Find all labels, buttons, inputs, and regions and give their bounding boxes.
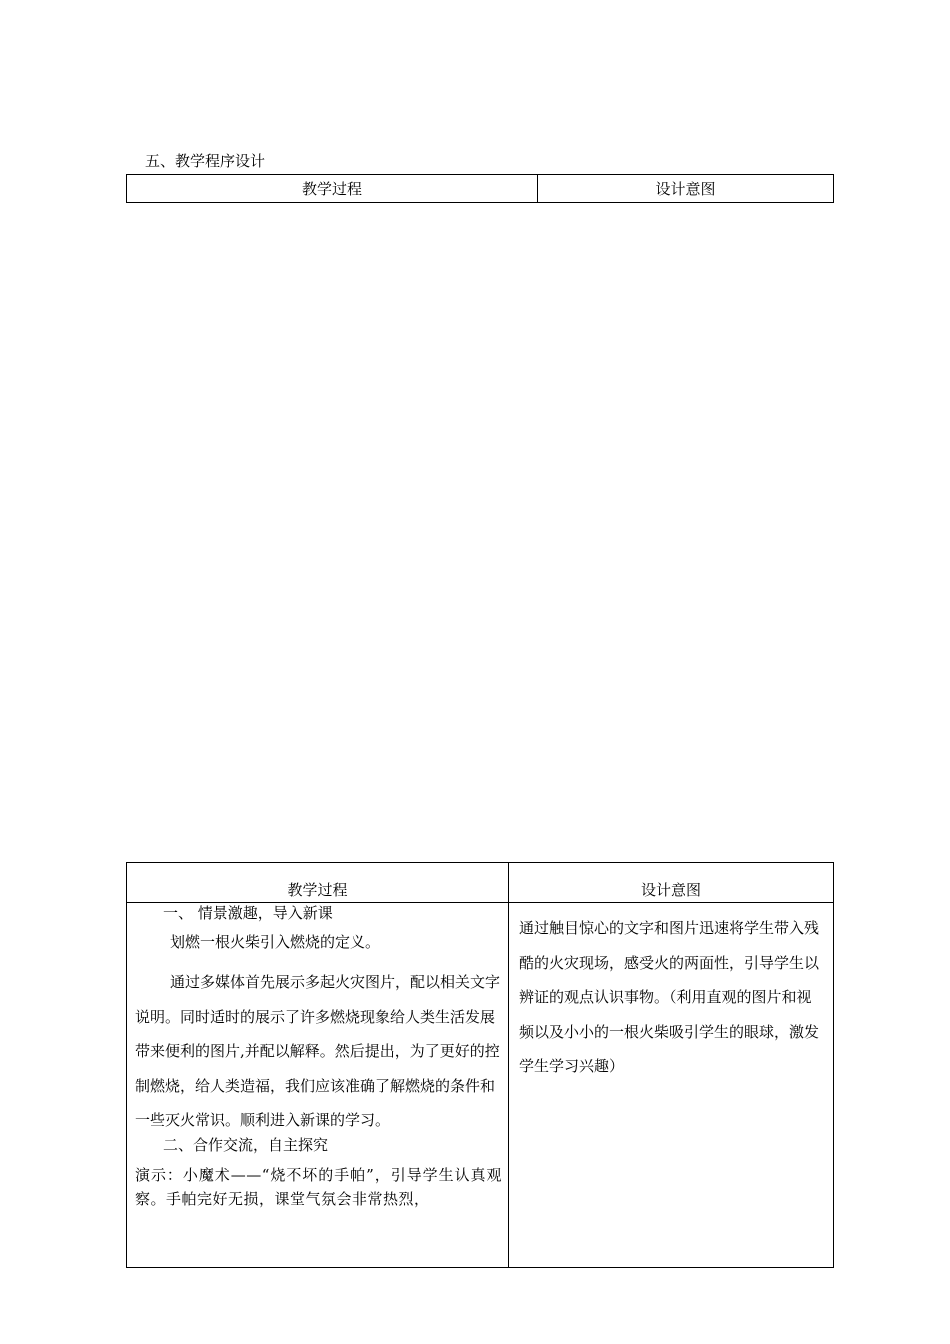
column-header-intent: 设计意图: [538, 175, 834, 203]
process-cell: [127, 903, 509, 1268]
step-body: 通过多媒体首先展示多起火灾图片，配以相关文字说明。同时适时的展示了许多燃烧现象给人类生活发展带来便利的图片,并配以解释。然后提出，为了更好的控制燃烧，给人类造福，我们应该准确了解燃烧的条件和一些灭火常识。顺利进入新课的学习。: [135, 973, 501, 1129]
table-header-row: [127, 175, 834, 203]
column-header-process: 教学过程: [127, 863, 509, 903]
step-heading-1: 一、 情景激趣，导入新课: [163, 904, 333, 922]
column-header-intent: 设计意图: [509, 863, 834, 903]
table-header-row: [127, 863, 834, 903]
section-heading: 五、教学程序设计: [145, 152, 266, 170]
step-intro: 划燃一根火柴引入燃烧的定义。: [170, 933, 381, 951]
step-demo: 演示：小魔术——“烧不坏的手帕”，引导学生认真观察。手帕完好无损，课堂气氛会非常热烈，: [135, 1165, 502, 1208]
column-header-process: 教学过程: [127, 175, 538, 203]
intent-cell: [509, 903, 834, 1268]
table-row: [127, 903, 834, 1268]
design-table: [126, 862, 834, 1268]
intent-text: 通过触目惊心的文字和图片迅速将学生带入残酷的火灾现场，感受火的两面性，引导学生以辨证的观点认识事物。（利用直观的图片和视频以及小小的一根火柴吸引学生的眼球，激发学生学习兴趣）: [519, 919, 820, 1075]
step-heading-2: 二、合作交流，自主探究: [163, 1135, 329, 1154]
design-table-header: [126, 174, 834, 203]
